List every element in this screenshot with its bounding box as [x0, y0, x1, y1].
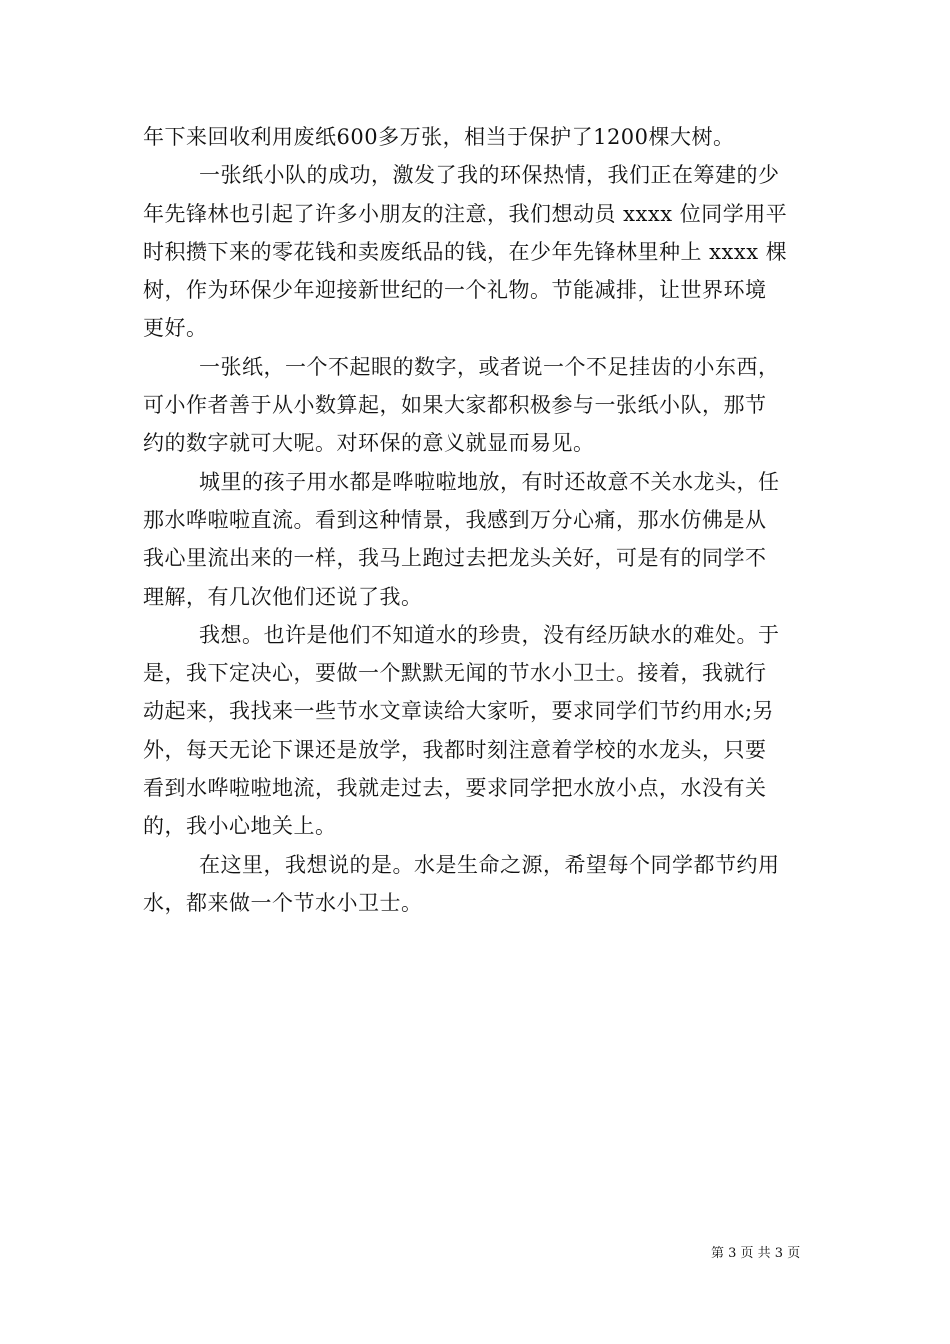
text-line: 外，每天无论下课还是放学，我都时刻注意着学校的水龙头，只要 [143, 737, 767, 762]
text-line: 更好。 [143, 316, 208, 341]
paragraph-first-line: 我想。也许是他们不知道水的珍贵，没有经历缺水的难处。于 [199, 622, 780, 647]
text-line: 我心里流出来的一样，我马上跑过去把龙头关好，可是有的同学不 [143, 546, 767, 571]
text-line: 那水哗啦啦直流。看到这种情景，我感到万分心痛，那水仿佛是从 [143, 507, 767, 532]
paragraph-first-line: 一张纸，一个不起眼的数字，或者说一个不足挂齿的小东西， [199, 354, 780, 379]
page-number-footer: 第 3 页 共 3 页 [711, 1246, 801, 1261]
document-body [143, 118, 808, 922]
paragraph-first-line: 一张纸小队的成功，激发了我的环保热情，我们正在筹建的少 [199, 163, 780, 188]
paragraph-first-line: 在这里，我想说的是。水是生命之源，希望每个同学都节约用 [199, 852, 780, 877]
text-line: 理解，有几次他们还说了我。 [143, 584, 423, 609]
text-line: 的，我小心地关上。 [143, 814, 337, 839]
text-line: 看到水哗啦啦地流，我就走过去，要求同学把水放小点，水没有关 [143, 776, 767, 801]
text-line: 可小作者善于从小数算起，如果大家都积极参与一张纸小队，那节 [143, 393, 767, 418]
paragraph-first-line: 城里的孩子用水都是哗啦啦地放，有时还故意不关水龙头，任 [199, 469, 780, 494]
text-line: 是，我下定决心，要做一个默默无闻的节水小卫士。接着，我就行 [143, 661, 767, 686]
text-line: 水，都来做一个节水小卫士。 [143, 890, 423, 915]
text-line: 树，作为环保少年迎接新世纪的一个礼物。节能减排，让世界环境 [143, 278, 767, 303]
text-line: 约的数字就可大呢。对环保的意义就显而易见。 [143, 431, 595, 456]
text-line: 动起来，我找来一些节水文章读给大家听，要求同学们节约用水;另 [143, 699, 775, 724]
text-line: 年下来回收利用废纸600多万张，相当于保护了1200棵大树。 [143, 125, 735, 149]
text-line: 时积攒下来的零花钱和卖废纸品的钱，在少年先锋林里种上 xxxx 棵 [143, 239, 788, 264]
text-line: 年先锋林也引起了许多小朋友的注意，我们想动员 xxxx 位同学用平 [143, 201, 788, 226]
